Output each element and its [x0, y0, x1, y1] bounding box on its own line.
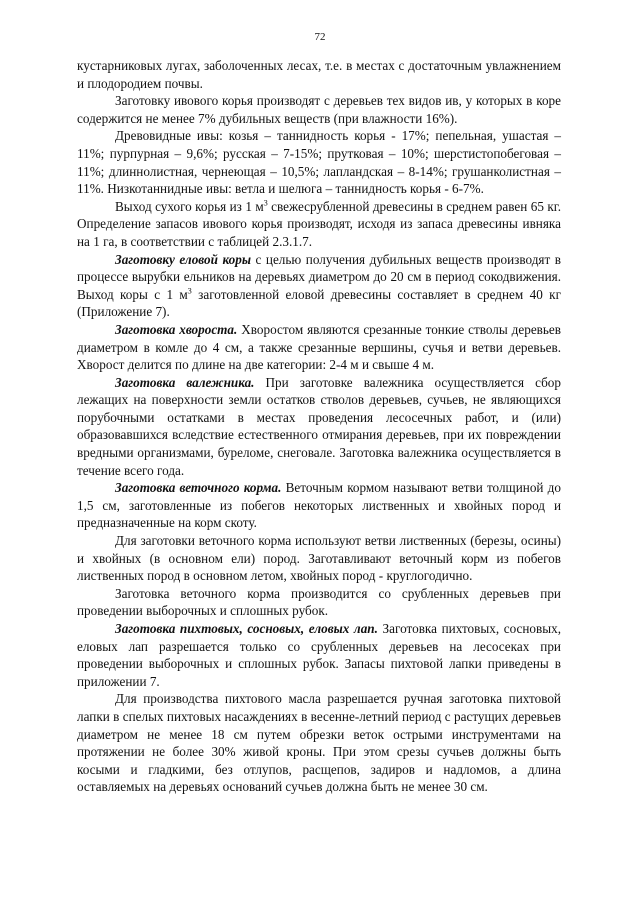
paragraph-text: заготовленной еловой древесины составляет в среднем 40 кг (Приложение 7).: [77, 286, 561, 320]
paragraph: Древовидные ивы: козья – таннидность корья - 17%; пепельная, ушастая – 11%; пурпурная – 9,6%; русская – 7-15%; прутковая – 10%; шерстистопобеговая – 11%; длиннолистная, чернеющая – 10,5%; лапландская – 8-14%; грушанколистная – 11%. Низкотаннидные ивы: ветла и шелюга – таннидность корья - 6-7%.: [77, 128, 561, 197]
paragraph: Для заготовки веточного корма используют ветви лиственных (березы, осины) и хвойных (в основном ели) пород. Заготавливают веточный корм из побегов лиственных пород в основном летом, хвойных пород - круглогодично.: [77, 533, 561, 584]
section-heading: Заготовка веточного корма.: [115, 480, 282, 496]
paragraph: Для производства пихтового масла разрешается ручная заготовка пихтовой лапки в спелых пихтовых насаждениях в весенне-летний период с растущих деревьев диаметром не менее 18 см путем обрезки веток острыми инструментами на протяжении не более 30% живой кроны. При этом срезы сучьев должны быть косыми и гладкими, без отлупов, расщепов, задиров и надломов, а длина оставляемых на деревьях оснований сучьев должна быть не менее 30 см.: [77, 691, 561, 795]
paragraph: [77, 620, 561, 690]
paragraph-text: свежесрубленной древесины в среднем равен 65 кг. Определение запасов ивового корья производят, исходя из запаса древесины ивняка на 1 га, в соответствии с таблицей 2.3.1.7.: [77, 198, 562, 249]
paragraph: [77, 479, 561, 532]
paragraph: [77, 251, 561, 321]
paragraph: [77, 198, 561, 251]
superscript: 3: [263, 198, 268, 208]
paragraph: Заготовка веточного корма производится со срубленных деревьев при проведении выборочных и сплошных рубок.: [77, 585, 561, 619]
section-heading: Заготовку еловой коры: [115, 251, 251, 267]
paragraph-text: При заготовке валежника осуществляется сбор лежащих на поверхности земли остатков стволов деревьев, сучьев, не являющихся порубочными остатками в местах проведения лесосечных работ, и (или) образовавшихся вследствие естественного отмирания деревьев, при их повреждении вредными организмами, буреломе, снеговале. Заготовка валежника осуществляется в течение всего года.: [77, 374, 561, 478]
paragraph: [77, 374, 561, 480]
paragraph: [77, 321, 561, 374]
superscript: 3: [187, 286, 192, 296]
paragraph-text: Заготовка пихтовых, сосновых, еловых лап разрешается только со срубленных деревьев на лесосеках при проведении выборочных и сплошных рубок. Запасы пихтовой лапки приведены в приложении 7.: [77, 621, 561, 689]
section-heading: Заготовка хвороста.: [115, 321, 238, 337]
section-heading: Заготовка пихтовых, сосновых, еловых лап.: [115, 621, 378, 636]
paragraph-text: Выход сухого корья из 1 м: [115, 198, 264, 214]
document-body: [77, 57, 561, 796]
paragraph-text: Хворостом являются срезанные тонкие стволы деревьев диаметром в комле до 4 см, а также срезанные вершины, сучья и ветви деревьев. Хворост делится по длине на две категории: 2-4 м и свыше 4 м.: [77, 321, 561, 373]
paragraph: кустарниковых лугах, заболоченных лесах, т.е. в местах с достаточным увлажнением и плодородием почвы.: [77, 58, 561, 91]
section-heading: Заготовка валежника.: [115, 374, 255, 390]
paragraph: Заготовку ивового корья производят с деревьев тех видов ив, у которых в коре содержится не менее 7% дубильных веществ (при влажности 16%).: [77, 93, 561, 126]
page-number: 72: [314, 31, 326, 43]
paragraph-text: с целью получения дубильных веществ производят в процессе вырубки ельников на деревьях диаметром до 20 см в период сокодвижения. Выход коры с 1 м: [77, 251, 561, 302]
paragraph-text: Веточным кормом называют ветви толщиной до 1,5 см, заготовленные из побегов некоторых лиственных и хвойных пород и предназначенные на корм скоту.: [77, 480, 561, 531]
